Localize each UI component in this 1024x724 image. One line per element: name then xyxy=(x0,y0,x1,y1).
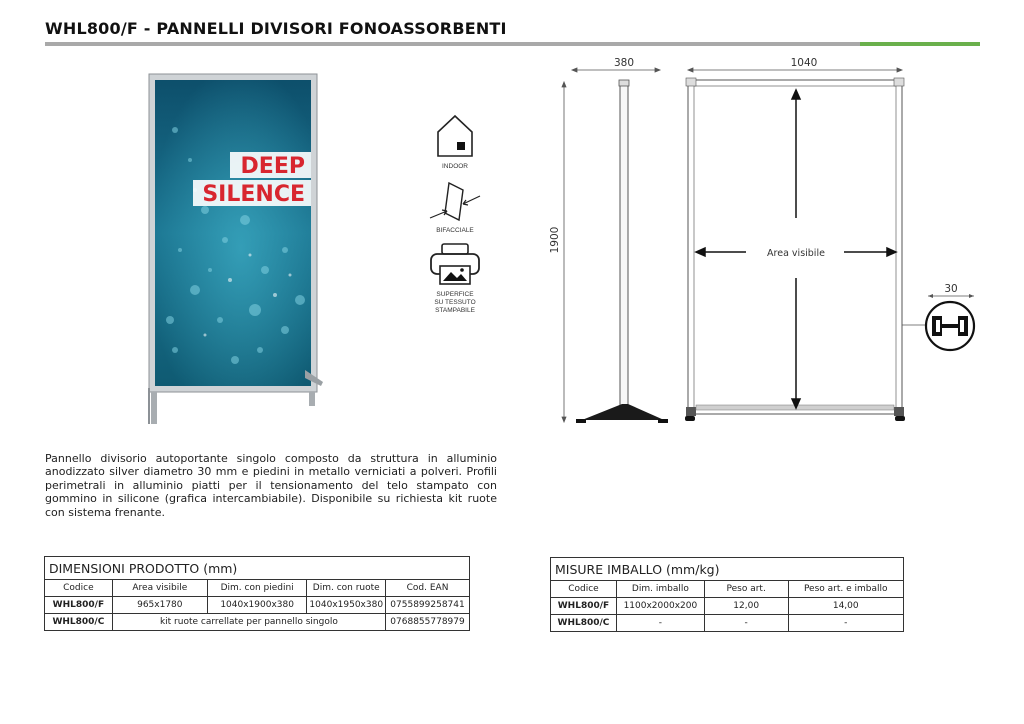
col-header: Peso art. e imballo xyxy=(788,581,904,598)
table-cell: 0768855778979 xyxy=(386,614,470,631)
dimensions-table xyxy=(44,556,470,631)
col-header: Area visibile xyxy=(112,580,207,597)
dimensions-table-caption: DIMENSIONI PRODOTTO (mm) xyxy=(45,557,470,580)
table-cell: 965x1780 xyxy=(112,597,207,614)
page-title: WHL800/F - PANNELLI DIVISORI FONOASSORBENTI xyxy=(45,19,507,38)
table-cell: 0755899258741 xyxy=(386,597,470,614)
packaging-table-caption: MISURE IMBALLO (mm/kg) xyxy=(551,558,904,581)
col-header: Dim. con piedini xyxy=(207,580,307,597)
col-header: Dim. imballo xyxy=(616,581,704,598)
side-view xyxy=(576,80,668,423)
col-header: Cod. EAN xyxy=(386,580,470,597)
visible-area-label: Area visibile xyxy=(767,248,825,259)
dim-profile-label: 30 xyxy=(944,283,958,295)
table-cell: 1040x1950x380 xyxy=(307,597,386,614)
house-icon xyxy=(435,112,475,158)
packaging-table xyxy=(550,557,904,632)
dim-height-label: 1900 xyxy=(549,226,561,254)
table-cell: 14,00 xyxy=(788,598,904,615)
indoor-label: INDOOR xyxy=(442,163,468,170)
printable-label-line3: STAMPABILE xyxy=(435,307,475,314)
col-header: Dim. con ruote xyxy=(307,580,386,597)
printer-icon xyxy=(428,242,482,286)
table-cell: 12,00 xyxy=(704,598,788,615)
profile-detail xyxy=(902,294,974,350)
header-rule-gray xyxy=(45,42,860,46)
photo-headline-deep: DEEP xyxy=(240,154,305,179)
table-cell: 1040x1900x380 xyxy=(207,597,307,614)
printable-feature xyxy=(420,242,490,315)
col-header: Codice xyxy=(551,581,617,598)
table-cell: WHL800/F xyxy=(45,597,113,614)
table-header-row xyxy=(45,580,470,597)
table-cell: - xyxy=(616,615,704,632)
table-cell: kit ruote carrellate per pannello singolo xyxy=(112,614,385,631)
table-cell: 1100x2000x200 xyxy=(616,598,704,615)
technical-drawing xyxy=(540,50,1000,440)
photo-headline-silence: SILENCE xyxy=(202,182,305,207)
col-header: Codice xyxy=(45,580,113,597)
double-sided-panel-icon xyxy=(425,180,485,222)
product-photo xyxy=(135,70,335,430)
table-row xyxy=(551,598,904,615)
table-row xyxy=(45,614,470,631)
header-rule-green xyxy=(860,42,980,46)
table-cell: WHL800/C xyxy=(45,614,113,631)
product-description: Pannello divisorio autoportante singolo composto da struttura in alluminio anodizzato silver diametro 30 mm e piedini in metallo verniciati a polveri. Profili perimetrali in alluminio piatti per il tensionamento del telo stampato con gommino in silicone (grafica intercambiabile). Disponibile su richiesta kit ruote con sistema frenante. xyxy=(45,452,497,519)
dim-width-label: 1040 xyxy=(790,57,818,69)
double-sided-feature xyxy=(420,180,490,235)
col-header: Peso art. xyxy=(704,581,788,598)
table-cell: WHL800/F xyxy=(551,598,617,615)
printable-label-line1: SUPERFICE xyxy=(436,291,474,298)
printable-label-line2: SU TESSUTO xyxy=(434,299,476,306)
double-sided-label: BIFACCIALE xyxy=(436,227,474,234)
table-cell: - xyxy=(704,615,788,632)
table-row xyxy=(45,597,470,614)
table-cell: - xyxy=(788,615,904,632)
table-row xyxy=(551,615,904,632)
table-header-row xyxy=(551,581,904,598)
indoor-feature xyxy=(420,112,490,171)
dim-side-label: 380 xyxy=(613,57,635,69)
table-cell: WHL800/C xyxy=(551,615,617,632)
